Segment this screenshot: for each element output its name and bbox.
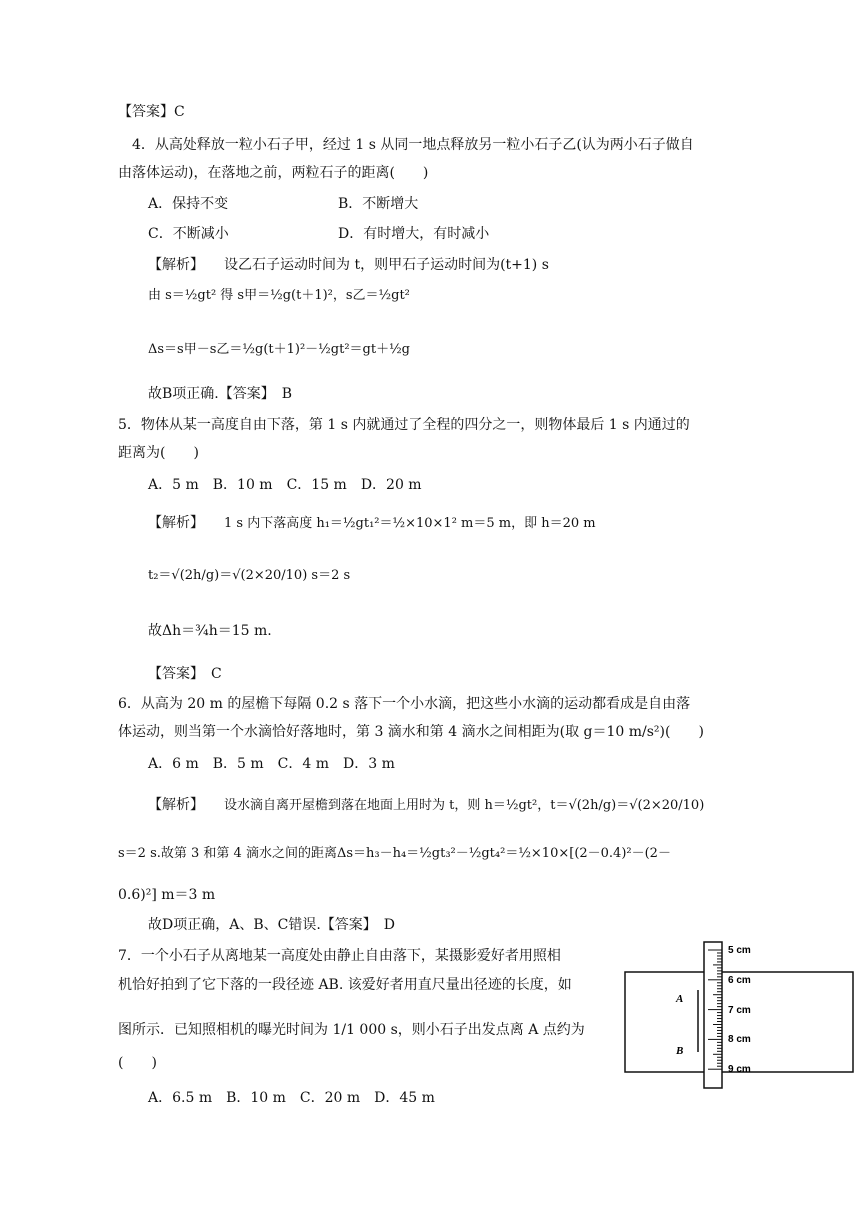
q4-analysis-text: 设乙石子运动时间为 t，则甲石子运动时间为(t+1) s xyxy=(224,257,549,273)
ruler-figure xyxy=(624,940,854,1090)
q4-conclusion: 故B项正确.【答案】 B xyxy=(148,386,293,402)
answer-3: 【答案】C xyxy=(118,104,185,120)
q7-line4: ( ) xyxy=(118,1055,157,1071)
q4-line2: 由落体运动)，在落地之前，两粒石子的距离( ) xyxy=(118,165,429,181)
q6-eq1: 设水滴自离开屋檐到落在地面上用时为 t，则 h＝½gt²，t＝√(2h/g)＝√(2×20/10) xyxy=(224,798,705,813)
ruler-label-8cm: 8 cm xyxy=(728,1034,751,1045)
ruler-label-7cm: 7 cm xyxy=(728,1005,751,1016)
q5-eq1: 1 s 内下落高度 h₁＝½gt₁²＝½×10×1² m＝5 m，即 h＝20 m xyxy=(224,516,596,531)
q4-analysis xyxy=(148,255,549,275)
q4-eq1: 由 s＝½gt² 得 s甲＝½g(t＋1)²，s乙＝½gt² xyxy=(148,288,410,303)
q4-eq2: Δs＝s甲－s乙＝½g(t＋1)²－½gt²＝gt＋½g xyxy=(148,342,410,357)
analysis-label: 【解析】 xyxy=(148,797,204,813)
q4-line1: 4．从高处释放一粒小石子甲，经过 1 s 从同一地点释放另一粒小石子乙(认为两小石子做自 xyxy=(132,137,694,153)
photo-frame xyxy=(625,972,853,1072)
ruler-label-5cm: 5 cm xyxy=(728,945,751,956)
q4-option-d: D．有时增大，有时减小 xyxy=(338,226,490,242)
q5-analysis xyxy=(148,513,596,534)
analysis-label: 【解析】 xyxy=(148,515,204,531)
q5-line2: 距离为( ) xyxy=(118,445,199,461)
q6-line1: 6．从高为 20 m 的屋檐下每隔 0.2 s 落下一个小水滴，把这些小水滴的运动都看成是自由落 xyxy=(118,696,691,712)
q4-option-c: C．不断减小 xyxy=(148,226,229,242)
q5-eq2: t₂＝√(2h/g)＝√(2×20/10) s＝2 s xyxy=(148,568,351,583)
q5-options: A．5 m B．10 m C．15 m D．20 m xyxy=(148,477,422,493)
q6-conclusion: 故D项正确，A、B、C错误.【答案】 D xyxy=(148,917,396,933)
q5-eq3: 故Δh＝¾h＝15 m. xyxy=(148,623,272,639)
q7-line3: 图所示．已知照相机的曝光时间为 1/1 000 s，则小石子出发点离 A 点约为 xyxy=(118,1022,585,1038)
q6-eq3: 0.6)²] m＝3 m xyxy=(118,887,216,903)
point-a-label: A xyxy=(676,993,684,1005)
ruler-label-6cm: 6 cm xyxy=(728,975,751,986)
q4-option-b: B．不断增大 xyxy=(338,196,419,212)
point-b-label: B xyxy=(676,1045,684,1057)
q7-options: A．6.5 m B．10 m C．20 m D．45 m xyxy=(148,1090,435,1106)
q6-eq2: s＝2 s.故第 3 和第 4 滴水之间的距离Δs＝h₃－h₄＝½gt₃²－½gt₄²＝½×10×[(2－0.4)²－(2－ xyxy=(118,846,671,861)
q7-line1: 7．一个小石子从离地某一高度处由静止自由落下，某摄影爱好者用照相 xyxy=(118,948,561,964)
q6-options: A．6 m B．5 m C．4 m D．3 m xyxy=(148,756,395,772)
q6-analysis xyxy=(148,795,704,816)
q7-line2: 机恰好拍到了它下落的一段径迹 AB. 该爱好者用直尺量出径迹的长度，如 xyxy=(118,977,572,993)
q5-answer: 【答案】 C xyxy=(148,666,222,682)
q5-line1: 5．物体从某一高度自由下落，第 1 s 内就通过了全程的四分之一，则物体最后 1 s 内通过的 xyxy=(118,417,690,433)
q4-option-a: A．保持不变 xyxy=(148,196,229,212)
ruler-label-9cm: 9 cm xyxy=(728,1064,751,1075)
analysis-label: 【解析】 xyxy=(148,257,204,273)
q6-line2: 体运动，则当第一个水滴恰好落地时，第 3 滴水和第 4 滴水之间相距为(取 g＝10 m/s²)( ) xyxy=(118,724,704,740)
